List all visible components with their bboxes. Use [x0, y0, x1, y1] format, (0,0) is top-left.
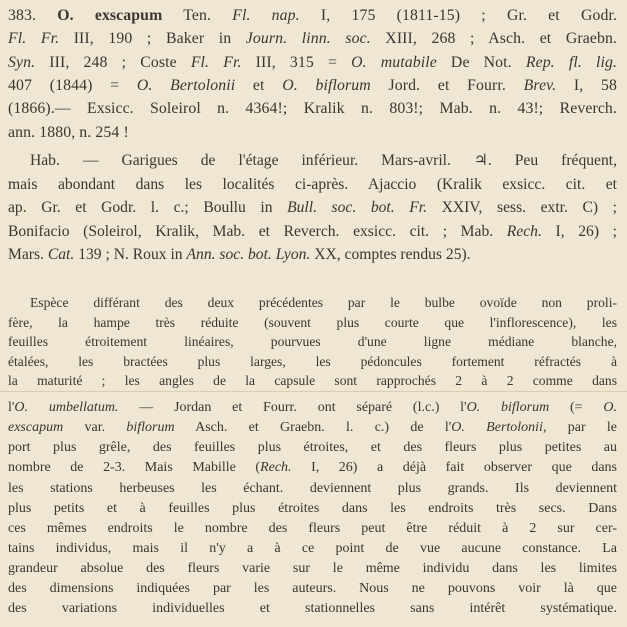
text-segment: De Not.	[436, 54, 526, 71]
note-line	[8, 296, 617, 310]
text-segment: Ten.	[183, 8, 233, 24]
text-segment: Espèce différant des deux précédentes par le bulbe ovoïde non proli-	[30, 296, 617, 310]
species-name: O. exscapum	[57, 8, 163, 24]
text-segment: (1866).— Exsicc. Soleirol n. 4364!; Kralik n. 803!; Mab. n. 43!; Reverch.	[8, 101, 617, 118]
text-segment: I, 175 (1811-15) ; Gr. et Godr.	[299, 8, 617, 24]
text-segment: fère, la hampe très réduite (souvent plus courte que l'inflorescence), les	[8, 315, 617, 330]
note-line	[8, 602, 617, 617]
text-segment: O. Bertolonii	[451, 421, 543, 436]
text-segment: des dimensions indiquées par les auteurs. Nous ne pouvons voir là que	[8, 582, 617, 597]
habitat-line	[8, 153, 617, 169]
note-line	[8, 441, 617, 456]
species-number: 383.	[8, 8, 37, 24]
note-line	[8, 401, 617, 416]
text-segment: ap. Gr. et Godr. l. c.; Boullu in	[8, 200, 288, 217]
text-segment: port plus grêle, des feuilles plus étroites, et des fleurs plus petites au	[8, 441, 617, 456]
text-segment: III, 248 ; Coste	[35, 54, 191, 71]
text-segment: III, 315 =	[241, 54, 352, 71]
text-segment: l'	[8, 401, 15, 415]
synonymy-line	[8, 31, 617, 47]
note-paragraph-1	[8, 296, 617, 394]
synonymy-section	[8, 8, 617, 148]
text-segment: O. mutabile	[351, 54, 437, 71]
note-line	[8, 316, 617, 330]
text-segment: Fl. Fr.	[8, 31, 60, 48]
text-segment: — Jordan et Fourr. ont séparé (l.c.) l'	[118, 401, 467, 415]
text-segment: Rep. fl. lig.	[525, 54, 617, 71]
text-segment: feuilles étroitement linéaires, pourvues d'une ligne médiane blanche,	[8, 335, 617, 349]
page-divider	[0, 391, 627, 392]
habitat-line	[8, 247, 617, 263]
note-line	[8, 502, 617, 517]
note-line	[8, 461, 617, 476]
habitat-line	[8, 224, 617, 240]
text-segment: XXIV, sess. extr. C) ;	[426, 200, 617, 217]
text-segment: et	[235, 78, 283, 95]
text-segment: Asch. et Graebn. l. c.) de l'	[174, 421, 452, 436]
text-segment: Syn.	[8, 54, 36, 71]
text-segment: la maturité ; les angles de la capsule sont rapprochés 2 à 2 comme dans	[8, 374, 617, 388]
text-segment: les stations herbeuses les échant. deviennent plus grands. Ils deviennent	[8, 481, 617, 496]
note-paragraph-2	[8, 401, 617, 623]
text-segment: O. biflorum	[466, 401, 550, 415]
text-segment: var.	[63, 421, 127, 436]
note-line	[8, 355, 617, 369]
text-segment: O. Bertolonii	[136, 78, 236, 95]
synonymy-line	[8, 55, 617, 71]
text-segment: Fl. nap.	[232, 8, 300, 24]
text-segment: Journ. linn. soc.	[245, 31, 371, 48]
note-line	[8, 421, 617, 436]
text-segment: Hab. — Garigues de l'étage inférieur. Mars-avril. ♃. Peu fréquent,	[30, 153, 617, 169]
note-line	[8, 522, 617, 537]
text-segment: I, 26) ;	[541, 223, 617, 240]
text-segment: Rech.	[506, 223, 542, 240]
text-segment: O.	[603, 401, 617, 415]
text-segment: I, 58	[556, 78, 617, 95]
note-line	[8, 482, 617, 497]
text-segment: ann. 1880, n. 254 !	[8, 124, 129, 141]
note-line	[8, 374, 617, 388]
text-segment: Bull. soc. bot. Fr.	[287, 200, 427, 217]
text-segment: plus petits et à feuilles plus étroites dans les endroits très secs. Dans	[8, 501, 617, 516]
text-segment: Rech.	[260, 461, 292, 476]
note-line	[8, 582, 617, 597]
text-segment: O. umbellatum.	[14, 401, 119, 415]
note-line	[8, 542, 617, 557]
text-segment: O. biflorum	[282, 78, 371, 95]
habitat-line	[8, 177, 617, 193]
text-segment: Brev.	[523, 78, 557, 95]
synonymy-line-0-rest	[183, 8, 617, 24]
text-segment: ces mêmes endroits le nombre des fleurs peut être réduit à 2 sur cer-	[8, 521, 617, 536]
synonymy-line	[8, 101, 617, 117]
note-line	[8, 335, 617, 349]
text-segment: mais abondant dans les localités ci-après. Ajaccio (Kralik exsicc. cit. et	[8, 176, 617, 193]
text-segment: Fl. Fr.	[190, 54, 242, 71]
text-segment: grandeur absolue des fleurs varie sur le même individu dans les limites	[8, 562, 617, 577]
synonymy-line	[8, 78, 617, 94]
text-segment: biflorum	[126, 421, 175, 436]
text-segment: XIII, 268 ; Asch. et Graebn.	[370, 31, 617, 48]
text-segment: XX, comptes rendus 25).	[310, 247, 471, 264]
text-segment: Jord. et Fourr.	[370, 78, 524, 95]
text-segment: III, 190 ; Baker in	[59, 31, 246, 48]
text-segment: Mars.	[8, 247, 48, 264]
text-segment: étalées, les bractées plus larges, les pédoncules fortement réfractés à	[8, 354, 617, 369]
text-segment: I, 26) a déjà fait observer que dans	[291, 461, 617, 476]
habitat-line	[8, 200, 617, 216]
text-segment: Bonifacio (Soleirol, Kralik, Mab. et Reverch. exsicc. cit. ; Mab.	[8, 223, 507, 240]
text-segment: 139 ; N. Roux in	[74, 247, 187, 264]
habitat-section	[8, 153, 617, 271]
text-segment: exscapum	[8, 421, 64, 436]
text-segment: (=	[549, 401, 604, 415]
note-line	[8, 562, 617, 577]
text-segment: nombre de 2-3. Mais Mabille (	[8, 461, 261, 476]
text-segment: , par le	[542, 421, 617, 436]
text-segment: 407 (1844) =	[8, 78, 137, 95]
text-segment: Cat.	[47, 247, 75, 264]
text-segment: des variations individuelles et stationnelles sans intérêt systématique.	[8, 602, 617, 617]
text-segment: tains individus, mais il n'y a à ce point de vue aucune constance. La	[8, 541, 617, 556]
synonymy-line-0	[8, 8, 617, 24]
synonymy-line	[8, 125, 617, 141]
text-segment: Ann. soc. bot. Lyon.	[186, 247, 311, 264]
